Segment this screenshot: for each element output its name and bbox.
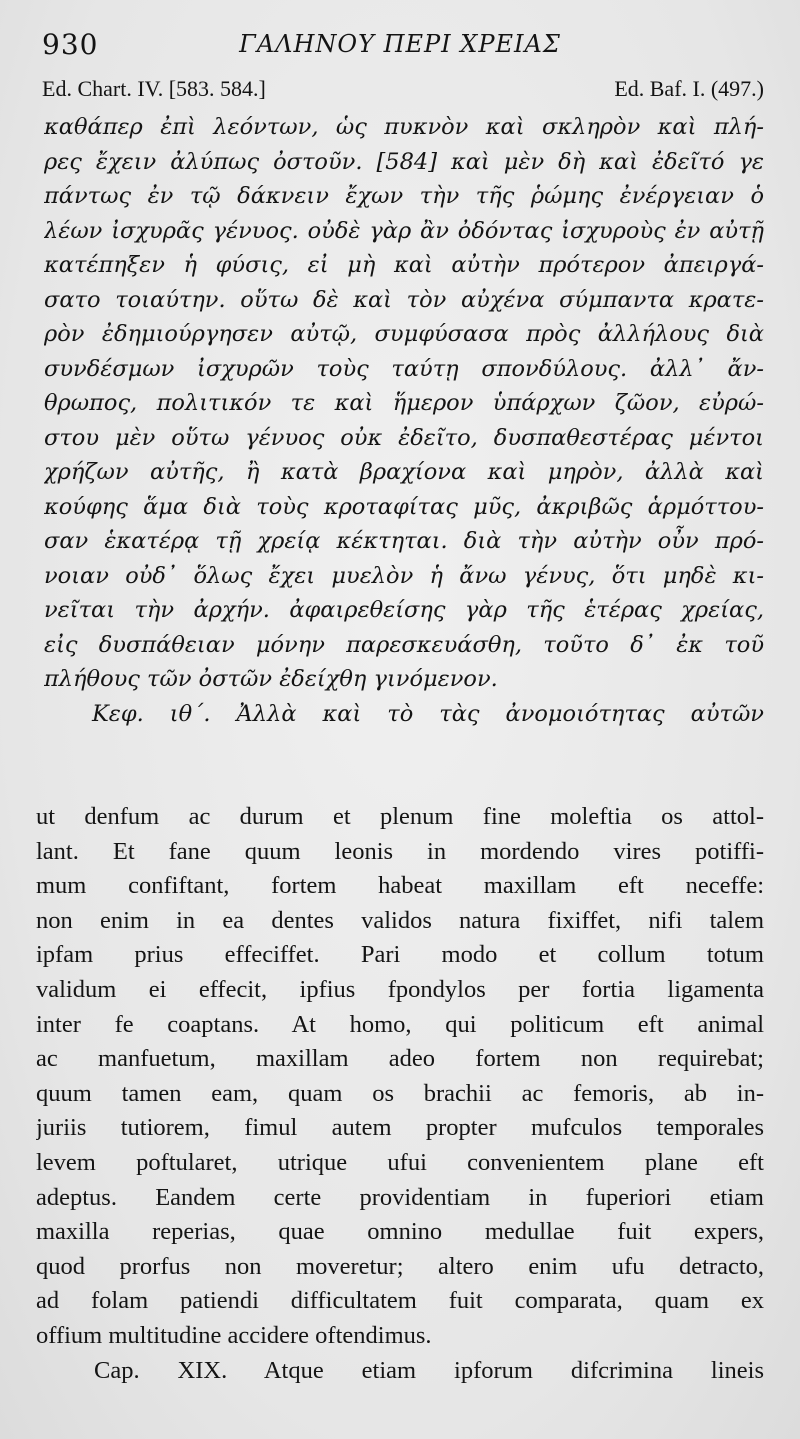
latin-line: quod prorfus non moveretur; altero enim ufu detracto, bbox=[36, 1252, 764, 1280]
greek-line: χρήζων αὐτῆς, ἢ κατὰ βραχίονα καὶ μηρὸν, ἀλλὰ καὶ bbox=[44, 459, 764, 485]
latin-line: quum tamen eam, quam os brachii ac femoris, ab in- bbox=[36, 1079, 764, 1107]
edition-chartier-ref: Ed. Chart. IV. [583. 584.] bbox=[42, 76, 266, 101]
latin-line: levem poftularet, utrique ufui convenientem plane eft bbox=[36, 1148, 764, 1176]
greek-line: σαν ἑκατέρᾳ τῇ χρείᾳ κέκτηται. διὰ τὴν αὐτὴν οὖν πρό- bbox=[44, 528, 764, 554]
latin-line: inter fe coaptans. At homo, qui politicum eft animal bbox=[36, 1010, 764, 1038]
greek-line: νεῖται τὴν ἀρχήν. ἀφαιρεθείσης γὰρ τῆς ἑτέρας χρείας, bbox=[44, 597, 764, 623]
edition-references bbox=[36, 76, 764, 110]
greek-line: καθάπερ ἐπὶ λεόντων, ὡς πυκνὸν καὶ σκληρὸν καὶ πλή- bbox=[44, 114, 764, 140]
greek-line: εἰς δυσπάθειαν μόνην παρεσκευάσθη, τοῦτο δ᾽ ἐκ τοῦ bbox=[44, 631, 764, 658]
latin-chapter-heading: Cap. XIX. Atque etiam ipforum difcrimina lineis bbox=[94, 1356, 764, 1384]
latin-line: offium multitudine accidere oftendimus. bbox=[36, 1321, 432, 1349]
latin-line: ut denfum ac durum et plenum fine moleftia os attol- bbox=[36, 803, 764, 830]
greek-line: κούφης ἅμα διὰ τοὺς κροταφίτας μῦς, ἀκριβῶς ἁρμόττου- bbox=[44, 493, 764, 520]
edition-basel-ref: Ed. Baf. I. (497.) bbox=[614, 76, 764, 101]
page-header bbox=[36, 0, 764, 70]
greek-line: στου μὲν οὕτω γένυος οὐκ ἐδεῖτο, δυσπαθεστέρας μέντοι bbox=[44, 424, 764, 451]
greek-chapter-heading: Κεφ. ιθ΄. Ἀλλὰ καὶ τὸ τὰς ἀνομοιότητας αὐτῶν bbox=[92, 700, 764, 727]
latin-line: lant. Et fane quum leonis in mordendo vires potiffi- bbox=[36, 837, 764, 865]
latin-line: validum ei effecit, ipfius fpondylos per fortia ligamenta bbox=[36, 975, 764, 1003]
latin-line: ipfam prius effeciffet. Pari modo et collum totum bbox=[36, 941, 764, 969]
greek-line: σατο τοιαύτην. οὕτω δὲ καὶ τὸν αὐχένα σύμπαντα κρατε- bbox=[44, 286, 764, 313]
greek-line: νοιαν οὐδ᾽ ὅλως ἔχει μυελὸν ἡ ἄνω γένυς, ὅτι μηδὲ κι- bbox=[44, 562, 764, 589]
greek-line: πλήθους τῶν ὀστῶν ἐδείχθη γινόμενον. bbox=[44, 666, 498, 692]
latin-line: adeptus. Eandem certe providentiam in fuperiori etiam bbox=[36, 1183, 764, 1211]
latin-line: non enim in ea dentes validos natura fixiffet, nifi talem bbox=[36, 906, 764, 934]
latin-line: juriis tutiorem, fimul autem propter mufculos temporales bbox=[36, 1114, 764, 1142]
greek-line: κατέπηξεν ἡ φύσις, εἰ μὴ καὶ αὐτὴν πρότερον ἀπειργά- bbox=[44, 252, 764, 278]
greek-text bbox=[36, 110, 764, 731]
latin-line: ac manfuetum, maxillam adeo fortem non requirebat; bbox=[36, 1045, 764, 1073]
greek-line: ρὸν ἐδημιούργησεν αὐτῷ, συμφύσασα πρὸς ἀλλήλους διὰ bbox=[44, 321, 764, 347]
greek-line: λέων ἰσχυρᾶς γένυος. οὐδὲ γὰρ ἂν ὀδόντας ἰσχυροὺς ἐν αὐτῇ bbox=[44, 217, 764, 244]
latin-line: ad folam patiendi difficultatem fuit comparata, quam ex bbox=[36, 1287, 764, 1315]
greek-line: συνδέσμων ἰσχυρῶν τοὺς ταύτῃ σπονδύλους. ἀλλ᾽ ἄν- bbox=[44, 355, 764, 382]
greek-line: πάντως ἐν τῷ δάκνειν ἔχων τὴν τῆς ῥώμης ἐνέργειαν ὁ bbox=[44, 183, 764, 209]
latin-line: maxilla reperias, quae omnino medullae fuit expers, bbox=[36, 1218, 764, 1246]
page-number: 930 bbox=[42, 28, 99, 61]
latin-text bbox=[36, 800, 764, 1388]
greek-line: θρωπος, πολιτικόν τε καὶ ἥμερον ὑπάρχων ζῶον, εὐρώ- bbox=[44, 390, 764, 416]
latin-line: mum confiftant, fortem habeat maxillam eft neceffe: bbox=[36, 872, 764, 900]
running-title: ΓΑΛΗΝΟΥ ΠΕΡΙ ΧΡΕΙΑΣ bbox=[239, 30, 561, 58]
greek-line: ρες ἔχειν ἀλύπως ὀστοῦν. [584] καὶ μὲν δὴ καὶ ἐδεῖτό γε bbox=[44, 148, 764, 175]
